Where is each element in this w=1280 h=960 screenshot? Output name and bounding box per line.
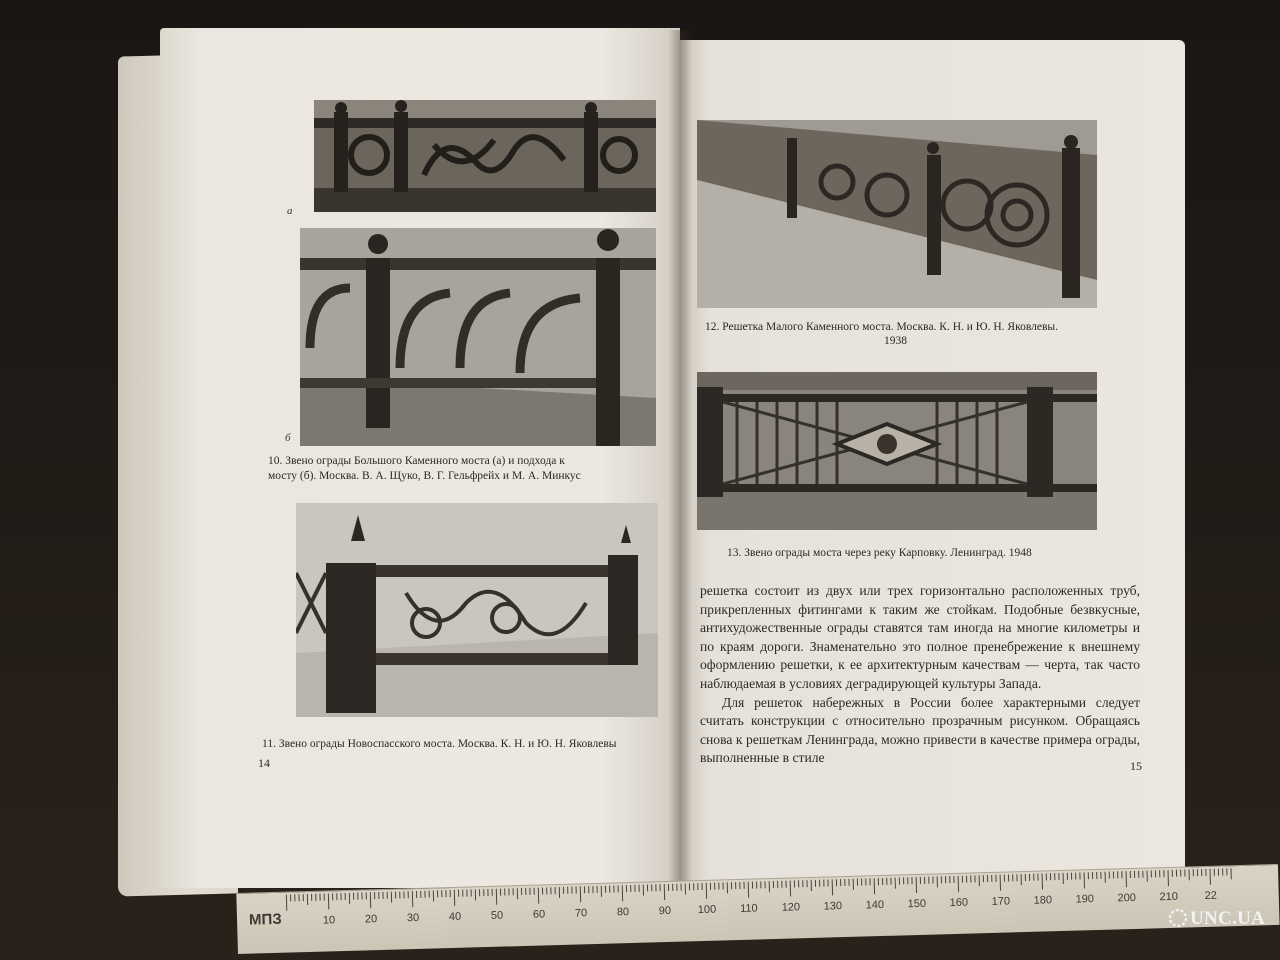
ruler-label: 190 <box>1075 893 1095 906</box>
watermark-text: UNC.UA <box>1190 908 1266 929</box>
ruler-label: 170 <box>991 895 1011 908</box>
caption-figure-12-line1: 12. Решетка Малого Каменного моста. Москва. К. Н. и Ю. Н. Яковлевы. <box>705 321 1059 333</box>
ruler-label: 80 <box>616 906 630 919</box>
ruler-label: 180 <box>1033 894 1053 907</box>
ruler-label: 70 <box>574 907 588 920</box>
coin-logo-icon <box>1168 906 1188 930</box>
ruler-label: 140 <box>865 898 885 912</box>
photo-10a-railing <box>314 100 656 212</box>
ruler-label: 160 <box>949 896 969 910</box>
figure-letter-a: а <box>287 205 293 217</box>
ruler-label: 120 <box>781 901 801 914</box>
photo-11-railing <box>296 503 658 717</box>
ruler-label: 10 <box>322 914 336 927</box>
ruler-label: 150 <box>907 897 927 911</box>
body-text <box>700 582 1140 768</box>
page-number-right: 15 <box>1130 759 1142 773</box>
paragraph-2: Для решеток набережных в России более характерными следует считать конструкции с относительно прозрачным рисунком. Обращаясь снова к решеткам Ленинграда, можно привести в качестве примера ограды, выполненные в стиле <box>700 694 1140 766</box>
photo-12-railing <box>697 120 1097 308</box>
ruler-label: 210 <box>1159 890 1179 904</box>
ruler-label: 130 <box>823 900 843 913</box>
caption-figure-13: 13. Звено ограды моста через реку Карповку. Ленинград. 1948 <box>727 547 1032 559</box>
paragraph-1: решетка состоит из двух или трех горизонтально расположенных труб, прикрепленных фитингами к таким же стойкам. Подобные безвкусные, антихудожественные ограды ставятся там иногда на многие километры и по краям дороги. Знаменательно это полное пренебрежение к внешнему оформлению решетки, к ее архитектурным качествам — черта, так часто наблюдаемая в условиях деградирующей культуры Запада. <box>700 583 1140 691</box>
ruler-label: 20 <box>364 913 378 926</box>
ruler-label: 100 <box>697 903 717 917</box>
book-gutter <box>668 30 692 890</box>
caption-figure-11: 11. Звено ограды Новоспасского моста. Москва. К. Н. и Ю. Н. Яковлевы <box>262 738 617 750</box>
ruler-label: 30 <box>406 911 420 925</box>
caption-figure-10-line2: мосту (б). Москва. В. А. Щуко, В. Г. Гельфрейх и М. А. Минкус <box>268 470 581 482</box>
watermark <box>1168 896 1278 946</box>
photo-10b-railing <box>300 228 656 446</box>
ruler-label: 110 <box>739 902 758 915</box>
ruler-label: 22 <box>1204 889 1218 902</box>
ruler-label: 200 <box>1117 891 1137 905</box>
ruler-brand: МПЗ <box>248 910 282 929</box>
ruler-label: 50 <box>490 909 504 922</box>
ruler-label: 40 <box>448 910 462 924</box>
page-number-left: 14 <box>258 756 270 770</box>
caption-figure-12-line2: 1938 <box>884 335 907 347</box>
ruler-label: 60 <box>532 908 546 921</box>
photo-13-railing <box>697 372 1097 530</box>
ruler-label: 90 <box>658 904 672 918</box>
figure-letter-b: б <box>285 432 291 444</box>
caption-figure-10-line1: 10. Звено ограды Большого Каменного моста (а) и подхода к <box>268 455 565 467</box>
